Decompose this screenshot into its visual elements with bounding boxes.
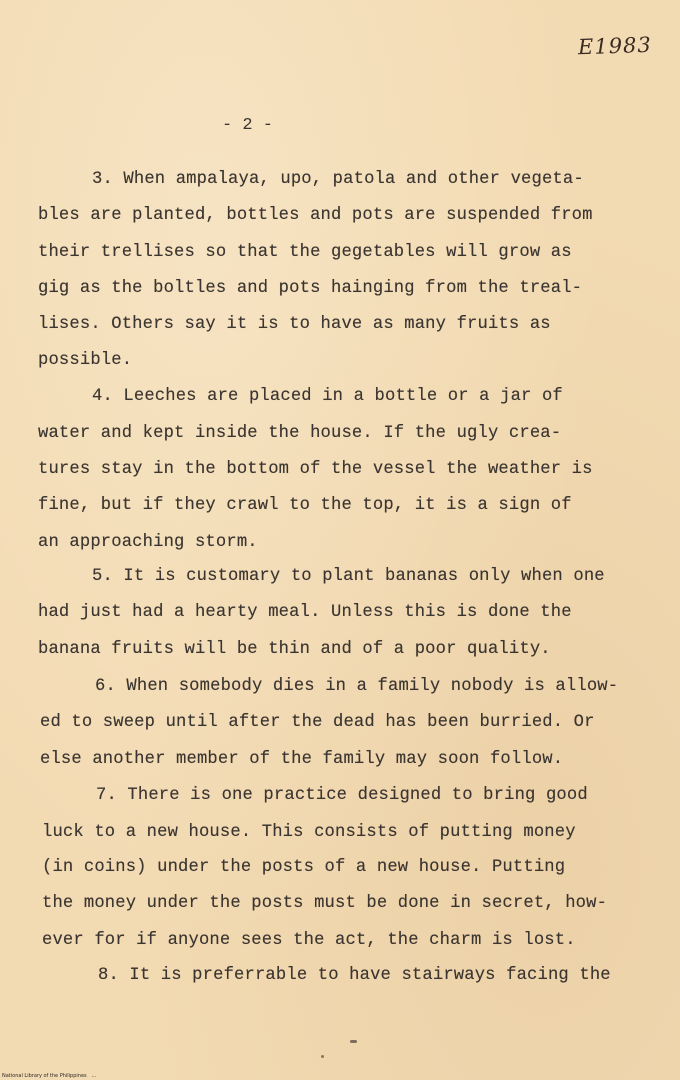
text-line: banana fruits will be thin and of a poor quality. <box>38 640 551 659</box>
text-line: bles are planted, bottles and pots are suspended from <box>38 206 593 225</box>
text-line: their trellises so that the gegetables will grow as <box>38 243 572 262</box>
text-line: 6. When somebody dies in a family nobody is allow- <box>95 677 619 696</box>
text-line: else another member of the family may soon follow. <box>40 750 564 769</box>
text-line: gig as the boltles and pots hainging from the treal- <box>38 279 583 298</box>
text-line: 4. Leeches are placed in a bottle or a jar of <box>92 387 563 406</box>
text-line: possible. <box>38 351 133 370</box>
text-line: water and kept inside the house. If the ugly crea- <box>38 424 562 443</box>
text-line: the money under the posts must be done in secret, how- <box>42 894 608 913</box>
handwritten-catalog-number: E1983 <box>577 32 653 60</box>
page-number: - 2 - <box>222 116 274 135</box>
text-line: 8. It is preferrable to have stairways facing the <box>98 966 611 985</box>
scan-footer-credit: National Library of the Philippines ... <box>2 1073 97 1079</box>
text-line: had just had a hearty meal. Unless this is done the <box>38 603 572 622</box>
text-line: ed to sweep until after the dead has been burried. Or <box>40 713 595 732</box>
text-line: ever for if anyone sees the act, the charm is lost. <box>42 931 576 950</box>
stray-ink-mark <box>350 1040 357 1043</box>
text-line: 5. It is customary to plant bananas only when one <box>92 567 605 586</box>
text-line: an approaching storm. <box>38 533 258 552</box>
text-line: (in coins) under the posts of a new house. Putting <box>42 858 566 877</box>
text-line: 7. There is one practice designed to bring good <box>96 786 588 805</box>
text-line: 3. When ampalaya, upo, patola and other vegeta- <box>92 170 584 189</box>
text-line: lises. Others say it is to have as many fruits as <box>38 315 551 334</box>
stray-ink-dot <box>321 1055 324 1058</box>
text-line: fine, but if they crawl to the top, it is a sign of <box>38 496 572 515</box>
text-line: tures stay in the bottom of the vessel the weather is <box>38 460 593 479</box>
text-line: luck to a new house. This consists of putting money <box>42 823 576 842</box>
